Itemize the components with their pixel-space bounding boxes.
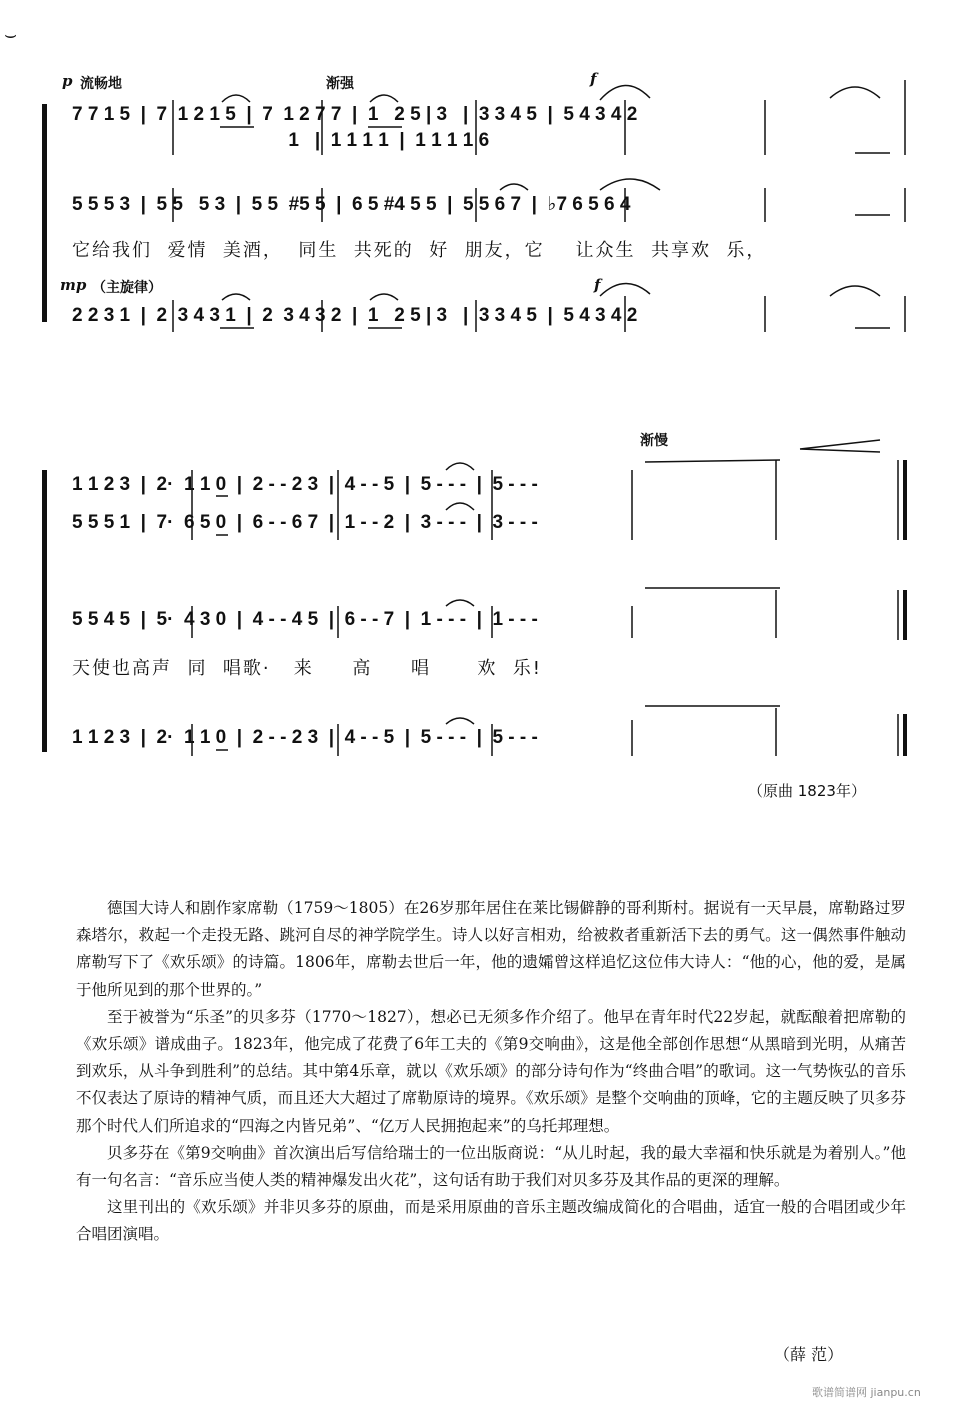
melody-notes: 2 2 3 1 | 2 3 4 3 1 | 2 3 4 3 2 | 1 2 5 | 3 | 3 3 4 5 | 5 4 3 4 2	[72, 305, 638, 326]
dynamic-mp: mp	[60, 276, 87, 294]
watermark: 歌谱简谱网 jianpu.cn	[812, 1386, 921, 1399]
author-credit: （薛 范）	[774, 1345, 844, 1364]
melody-notes-2: 1 1 2 3 | 2· 1 1 0 | 2 - - 2 3 | 4 - - 5 | 5 - - - | 5 - - -	[72, 727, 538, 748]
dynamic-f-bottom: f	[594, 276, 601, 294]
soprano-notes: 7 7 1 5 | 7 1 2 1 5 | 7 1 2 7 7 | 1 2 5 | 3 | 3 3 4 5 | 5 4 3 4 2	[72, 104, 638, 125]
dynamic-p: p	[62, 72, 73, 90]
tenor-notes-2: 5 5 4 5 | 5· 4 3 0 | 4 - - 4 5 | 6 - - 7 | 1 - - - | 1 - - -	[72, 609, 538, 630]
lyrics-line-1: 它给我们 爱情 美酒， 同生 共死的 好 朋友，它 让众生 共享欢 乐，	[72, 240, 767, 261]
divisi-notes: 1 | 1 1 1 1 | 1 1 1 1 6	[72, 130, 490, 151]
soprano-notes-2: 1 1 2 3 | 2· 1 1 0 | 2 - - 2 3 | 4 - - 5 | 5 - - - | 5 - - -	[72, 474, 538, 495]
date-note: （原曲 1823年）	[748, 782, 866, 800]
crescendo-marking: 渐强	[326, 76, 354, 92]
ritardando-marking: 渐慢	[640, 433, 668, 449]
article-paragraph: 贝多芬在《第9交响曲》首次演出后写信给瑞士的一位出版商说：“从儿时起，我的最大幸福和快乐就是为着别人。”他有一句名言：“音乐应当使人类的精神爆发出火花”，这句话有助于我们对贝多芬及其作品的更深的理解。	[76, 1143, 906, 1190]
alto-notes-2: 5 5 5 1 | 7· 6 5 0 | 6 - - 6 7 | 1 - - 2 | 3 - - - | 3 - - -	[72, 512, 538, 533]
article-body	[76, 895, 906, 1249]
corner-mark: ⌣	[4, 22, 18, 46]
tempo-marking: 流畅地	[80, 76, 122, 92]
article-paragraph: 这里刊出的《欢乐颂》并非贝多芬的原曲，而是采用原曲的音乐主题改编成简化的合唱曲，适宜一般的合唱团或少年合唱团演唱。	[76, 1198, 906, 1244]
article-paragraph: 德国大诗人和剧作家席勒（1759～1805）在26岁那年居住在莱比锡僻静的哥利斯村。据说有一天早晨，席勒路过罗森塔尔，救起一个走投无路、跳河自尽的神学院学生。诗人以好言相劝，给被救者重新活下去的勇气。这一偶然事件触动席勒写下了《欢乐颂》的诗篇。1806年，席勒去世后一年，他的遗孀曾这样追忆这位伟大诗人：“他的心，他的爱，是属于他所见到的那个世界的。”	[76, 899, 906, 999]
main-melody-label: （主旋律）	[92, 280, 162, 296]
lyrics-line-2: 天使也高声 同 唱歌· 来 高 唱 欢 乐!	[72, 658, 542, 679]
alto-notes: 5 5 5 3 | 5 5 5 3 | 5 5 #5 5 | 6 5 #4 5 5 | 5 5 6 7 | ♭7 6 5 6 4	[72, 194, 631, 215]
dynamic-f-top: f	[590, 70, 597, 88]
article-paragraph: 至于被誉为“乐圣”的贝多芬（1770～1827），想必已无须多作介绍了。他早在青年时代22岁起，就酝酿着把席勒的《欢乐颂》谱成曲子。1823年，他完成了花费了6年工夫的《第9交响曲》，这是他全部创作思想“从黑暗到光明，从痛苦到欢乐，从斗争到胜利”的总结。其中第4乐章，就以《欢乐颂》的部分诗句作为“终曲合唱”的歌词。这一气势恢弘的音乐不仅表达了原诗的精神气质，而且还大大超过了席勒原诗的境界。《欢乐颂》是整个交响曲的顶峰，它的主题反映了贝多芬那个时代人们所追求的“四海之内皆兄弟”、“亿万人民拥抱起来”的乌托邦理想。	[76, 1007, 906, 1135]
